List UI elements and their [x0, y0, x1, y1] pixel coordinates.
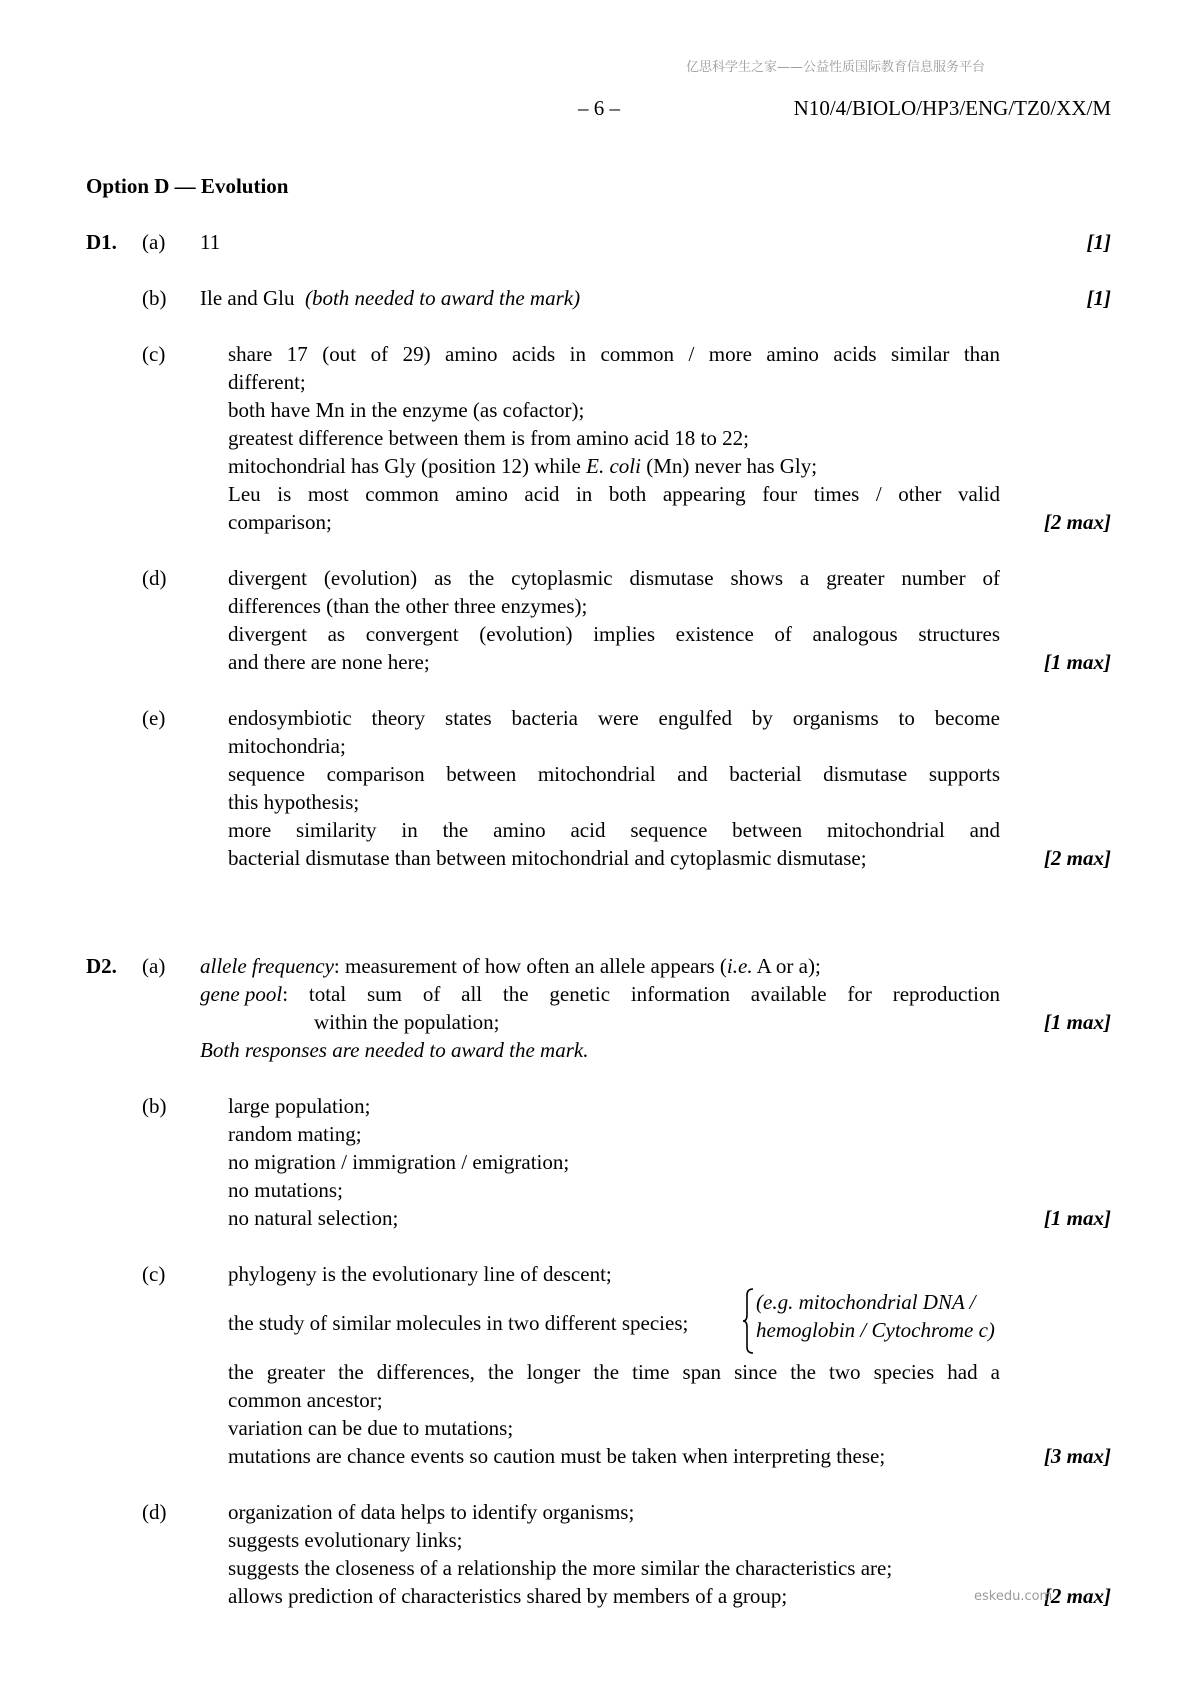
d1-c-line-5c: (Mn) never has Gly;	[646, 454, 818, 478]
d1-e-line-5: more similarity in the amino acid sequence between mitochondrial and	[228, 818, 1000, 842]
d2-c-example-2: hemoglobin / Cytochrome c)	[756, 1318, 995, 1342]
d2-c-line-6: mutations are chance events so caution must be taken when interpreting these;	[228, 1444, 886, 1468]
d2-a-def1c: A or a);	[752, 954, 821, 978]
d1-b-note: (both needed to award the mark)	[304, 286, 581, 310]
d2-a-mark: [1 max]	[1043, 1010, 1111, 1034]
d1-d-line-4: and there are none here;	[228, 650, 430, 674]
d2-b-line-5: no natural selection;	[228, 1206, 399, 1230]
d2-a-line-2	[200, 980, 1000, 1008]
d2-a-def2: : total sum of all the genetic information available for reproduction	[282, 982, 1000, 1006]
d1-b-answer-text: Ile and Glu	[200, 286, 295, 310]
d1-d-mark: [1 max]	[1043, 650, 1111, 674]
d2-c-line-3: the greater the differences, the longer the time span since the two species had a	[228, 1360, 1000, 1384]
d2-c-label: (c)	[142, 1262, 166, 1286]
d1-c-label: (c)	[142, 342, 166, 366]
d2-b-mark: [1 max]	[1043, 1206, 1111, 1230]
d2-a-term-allele-frequency: allele frequency	[200, 954, 334, 978]
d2-a-line-1	[200, 952, 821, 980]
d1-b-label: (b)	[142, 286, 167, 310]
d1-d-label: (d)	[142, 566, 167, 590]
d1-b-answer	[200, 284, 580, 312]
d2-d-line-4: allows prediction of characteristics shared by members of a group;	[228, 1584, 788, 1608]
d2-a-note: Both responses are needed to award the mark.	[200, 1038, 589, 1062]
d2-b-line-1: large population;	[228, 1094, 371, 1118]
d1-c-line-5	[228, 452, 817, 480]
question-d1-number: D1.	[86, 230, 117, 254]
d1-d-line-1: divergent (evolution) as the cytoplasmic dismutase shows a greater number of	[228, 566, 1000, 590]
d1-c-line-4: greatest difference between them is from amino acid 18 to 22;	[228, 426, 749, 450]
d2-a-term-gene-pool: gene pool	[200, 982, 283, 1006]
d2-a-label: (a)	[142, 954, 166, 978]
d2-b-line-3: no migration / immigration / emigration;	[228, 1150, 570, 1174]
d1-d-line-3: divergent as convergent (evolution) implies existence of analogous structures	[228, 622, 1000, 646]
section-title: Option D — Evolution	[86, 174, 289, 198]
watermark-top: 亿思科学生之家——公益性质国际教育信息服务平台	[686, 60, 986, 75]
d1-c-line-1: share 17 (out of 29) amino acids in common / more amino acids similar than	[228, 342, 1000, 366]
d2-a-def1-ie: i.e.	[726, 954, 753, 978]
d1-e-line-3: sequence comparison between mitochondrial and bacterial dismutase supports	[228, 762, 1000, 786]
d2-c-example-1: (e.g. mitochondrial DNA /	[756, 1290, 976, 1314]
d2-d-line-2: suggests evolutionary links;	[228, 1528, 463, 1552]
d2-b-label: (b)	[142, 1094, 167, 1118]
d2-c-line-5: variation can be due to mutations;	[228, 1416, 514, 1440]
d1-e-label: (e)	[142, 706, 166, 730]
watermark-bottom: eskedu.com	[974, 1589, 1053, 1604]
d1-c-line-5a: mitochondrial has Gly (position 12) while	[228, 454, 581, 478]
d2-c-line-1: phylogeny is the evolutionary line of descent;	[228, 1262, 612, 1286]
d1-c-line-5-species: E. coli	[586, 454, 641, 478]
d1-b-mark: [1]	[1086, 286, 1111, 310]
d2-a-def1a: : measurement of how often an allele appears (	[333, 954, 727, 978]
d1-c-line-3: both have Mn in the enzyme (as cofactor);	[228, 398, 585, 422]
d1-e-line-2: mitochondria;	[228, 734, 346, 758]
brace-icon	[741, 1287, 755, 1355]
d2-c-line-2: the study of similar molecules in two different species;	[228, 1311, 689, 1335]
d2-d-mark: [2 max]	[1043, 1584, 1111, 1608]
paper-code: N10/4/BIOLO/HP3/ENG/TZ0/XX/M	[793, 96, 1111, 120]
d1-e-line-4: this hypothesis;	[228, 790, 360, 814]
d1-e-line-1: endosymbiotic theory states bacteria were engulfed by organisms to become	[228, 706, 1000, 730]
d2-a-line-3: within the population;	[314, 1010, 500, 1034]
d1-c-line-7: comparison;	[228, 510, 332, 534]
d1-d-line-2: differences (than the other three enzymes);	[228, 594, 588, 618]
d2-d-line-3: suggests the closeness of a relationship the more similar the characteristics are;	[228, 1556, 893, 1580]
d1-e-line-6: bacterial dismutase than between mitochondrial and cytoplasmic dismutase;	[228, 846, 867, 870]
d1-c-line-6: Leu is most common amino acid in both appearing four times / other valid	[228, 482, 1000, 506]
d2-c-mark: [3 max]	[1043, 1444, 1111, 1468]
d1-a-answer: 11	[200, 230, 221, 254]
d2-d-line-1: organization of data helps to identify organisms;	[228, 1500, 635, 1524]
d1-c-mark: [2 max]	[1043, 510, 1111, 534]
d1-e-mark: [2 max]	[1043, 846, 1111, 870]
d2-b-line-2: random mating;	[228, 1122, 362, 1146]
question-d2-number: D2.	[86, 954, 117, 978]
d2-c-line-4: common ancestor;	[228, 1388, 383, 1412]
d2-d-label: (d)	[142, 1500, 167, 1524]
d1-c-line-2: different;	[228, 370, 306, 394]
d1-a-label: (a)	[142, 230, 166, 254]
d1-a-mark: [1]	[1086, 230, 1111, 254]
page-number: – 6 –	[578, 96, 620, 120]
d2-b-line-4: no mutations;	[228, 1178, 343, 1202]
